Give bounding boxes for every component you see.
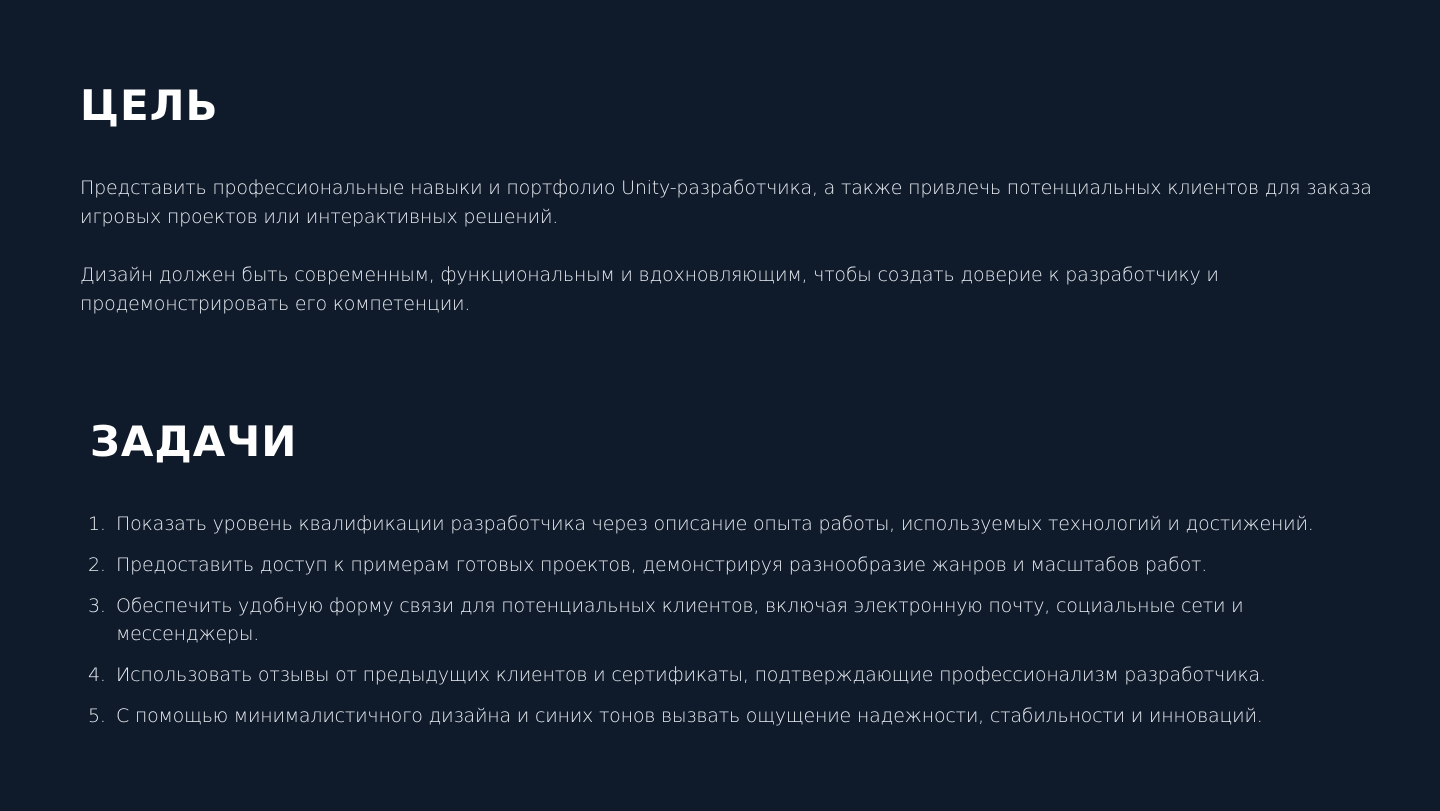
task-text: Предоставить доступ к примерам готовых проектов, демонстрируя разнообразие жанров и масштабов работ. <box>116 554 1208 576</box>
task-item <box>88 510 1388 538</box>
task-text: Показать уровень квалификации разработчика через описание опыта работы, используемых технологий и достижений. <box>116 513 1314 535</box>
task-number: 4. <box>88 664 106 686</box>
task-number: 5. <box>88 705 106 727</box>
task-number: 2. <box>88 554 106 576</box>
goal-paragraph: Представить профессиональные навыки и портфолио Unity-разработчика, а также привлечь потенциальных клиентов для заказа игровых проектов или интерактивных решений. <box>80 177 1372 228</box>
task-number: 1. <box>88 513 106 535</box>
goal-description <box>80 174 1380 319</box>
task-text: Использовать отзывы от предыдущих клиентов и сертификаты, подтверждающие профессионализм разработчика. <box>116 664 1266 686</box>
task-item <box>88 551 1388 579</box>
tasks-heading: ЗАДАЧИ <box>90 417 298 466</box>
task-item <box>88 592 1388 648</box>
goal-paragraph: Дизайн должен быть современным, функциональным и вдохновляющим, чтобы создать доверие к разработчику и продемонстрировать его компетенции. <box>80 264 1219 315</box>
tasks-list <box>88 510 1388 743</box>
task-item <box>88 702 1388 730</box>
task-number: 3. <box>88 595 106 617</box>
task-text: С помощью минималистичного дизайна и синих тонов вызвать ощущение надежности, стабильности и инноваций. <box>116 705 1263 727</box>
task-text: Обеспечить удобную форму связи для потенциальных клиентов, включая электронную почту, социальные сети и мессенджеры. <box>116 595 1244 645</box>
goal-heading: ЦЕЛЬ <box>80 81 219 130</box>
task-item <box>88 661 1388 689</box>
